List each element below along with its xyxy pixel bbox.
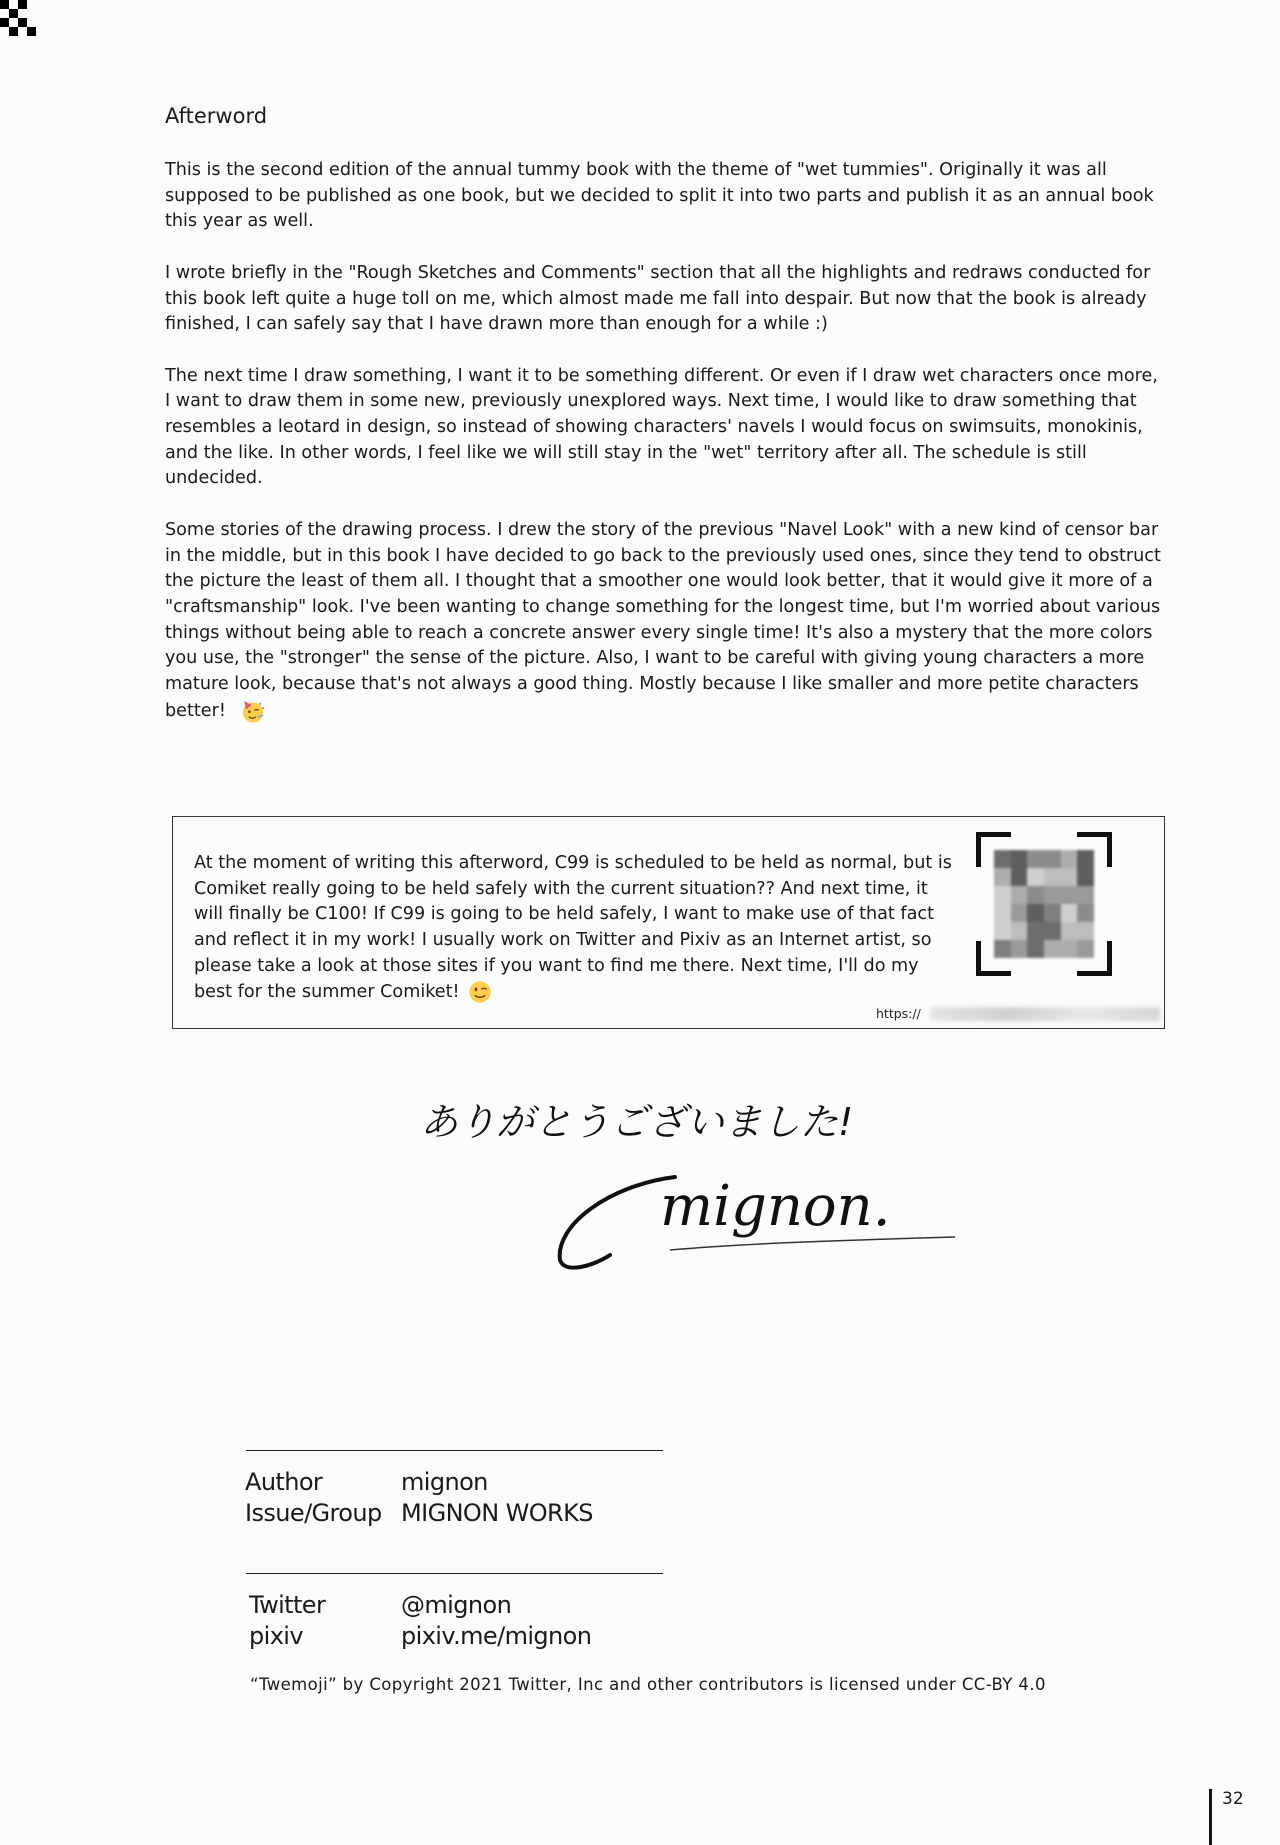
qr-cell	[1061, 868, 1078, 886]
qr-url: https://	[876, 1006, 921, 1021]
qr-cell	[1044, 904, 1061, 922]
qr-cell	[1011, 940, 1028, 958]
qr-cell	[1061, 850, 1078, 868]
signature-text: mignon.	[660, 1174, 891, 1239]
winking-face-emoji-icon	[468, 980, 492, 1004]
colophon-rule-middle	[246, 1573, 663, 1574]
qr-cell	[1044, 868, 1061, 886]
qr-cell	[1044, 886, 1061, 904]
qr-cell	[1061, 904, 1078, 922]
qr-cell	[1027, 940, 1044, 958]
qr-cell	[994, 904, 1011, 922]
qr-cell	[1077, 904, 1094, 922]
qr-cell	[1077, 850, 1094, 868]
qr-cell	[1027, 886, 1044, 904]
qr-code	[976, 832, 1112, 976]
qr-cell	[1077, 940, 1094, 958]
pixiv-link: pixiv.me/mignon	[401, 1622, 592, 1650]
twemoji-credit: “Twemoji” by Copyright 2021 Twitter, Inc and other contributors is licensed under CC-BY 4.0	[250, 1675, 1046, 1694]
qr-cell	[994, 868, 1011, 886]
qr-cell	[1044, 940, 1061, 958]
author-label: Author	[245, 1468, 323, 1496]
group-label: Issue/Group	[245, 1499, 382, 1527]
twitter-label: Twitter	[249, 1591, 326, 1619]
notice-text-content: At the moment of writing this afterword, C99 is scheduled to be held as normal, but is Comiket really going to be held safely with the current situation?? And next time, it will finally be C100! If C99 is going to be held safely, I want to make use of that fact and reflect it in my work! I usually work on Twitter and Pixiv as an Internet artist, so please take a look at those sites if you want to find me there. Next time, I'll do my best for the summer Comiket!	[194, 853, 952, 1002]
paragraph-4-text: Some stories of the drawing process. I drew the story of the previous "Navel Look" with a new kind of censor bar in the middle, but in this book I have decided to go back to the previously used ones, since they tend to obstruct the picture the least of them all. I thought that a smoother one would look better, that it would give it more of a "craftsmanship" look. I've been wanting to change something for the longest time, but I'm worried about various things without being able to reach a concrete answer every single time! It's also a mystery that the more colors you use, the "stronger" the sense of the picture. Also, I want to be careful with giving young characters a more mature look, because that's not always a good thing. Mostly because I like smaller and more petite characters better!	[165, 519, 1161, 721]
signature	[550, 1165, 1000, 1275]
qr-cell	[1027, 868, 1044, 886]
qr-cell	[1011, 850, 1028, 868]
qr-cell	[994, 940, 1011, 958]
notice-text	[194, 851, 954, 1005]
afterword-body	[165, 158, 1167, 750]
qr-cell	[1061, 886, 1078, 904]
page-number-bar	[1209, 1789, 1212, 1845]
colophon-rule-top	[246, 1450, 663, 1451]
qr-cell	[1027, 850, 1044, 868]
handwritten-thanks-text: ありがとうございました!	[420, 1100, 854, 1144]
qr-cell	[1027, 922, 1044, 940]
qr-cell	[1011, 868, 1028, 886]
qr-cell	[1077, 868, 1094, 886]
handwritten-thanks	[420, 1090, 854, 1150]
qr-cell	[994, 922, 1011, 940]
author-value: mignon	[401, 1468, 488, 1496]
qr-cell	[1077, 922, 1094, 940]
paragraph-2: I wrote briefly in the "Rough Sketches and Comments" section that all the highlights and redraws conducted for this book left quite a huge toll on me, which almost made me fall into despair. But now that the book is already finished, I can safely say that I have drawn more than enough for a while :)	[165, 262, 1151, 335]
notice-box	[172, 816, 1165, 1029]
afterword-heading: Afterword	[165, 104, 268, 128]
party-face-emoji-icon	[240, 698, 266, 724]
twitter-handle: @mignon	[401, 1591, 512, 1619]
qr-url-blurred	[930, 1007, 1160, 1021]
qr-cell	[1044, 850, 1061, 868]
qr-cell	[1061, 940, 1078, 958]
qr-cell	[1077, 886, 1094, 904]
qr-cell	[1027, 904, 1044, 922]
group-value: MIGNON WORKS	[401, 1499, 593, 1527]
qr-cell	[1011, 886, 1028, 904]
qr-cell	[1011, 904, 1028, 922]
qr-cell	[1061, 922, 1078, 940]
pixiv-label: pixiv	[249, 1622, 303, 1650]
qr-cell	[994, 850, 1011, 868]
qr-cell	[994, 886, 1011, 904]
qr-cell	[1011, 922, 1028, 940]
qr-cell	[1044, 922, 1061, 940]
page-number: 32	[1222, 1789, 1244, 1809]
qr-pixelated-area	[994, 850, 1094, 958]
paragraph-3: The next time I draw something, I want it to be something different. Or even if I draw wet characters once more, I want to draw them in some new, previously unexplored ways. Next time, I would like to draw something that resembles a leotard in design, so instead of showing characters' navels I would focus on swimsuits, monokinis, and the like. In other words, I feel like we will still stay in the "wet" territory after all. The schedule is still undecided.	[165, 365, 1158, 489]
paragraph-4	[165, 518, 1167, 725]
corner-registration-mark	[0, 0, 36, 36]
paragraph-1: This is the second edition of the annual tummy book with the theme of "wet tummies". Originally it was all supposed to be published as one book, but we decided to split it into two parts and publish it as an annual book this year as well.	[165, 160, 1154, 232]
